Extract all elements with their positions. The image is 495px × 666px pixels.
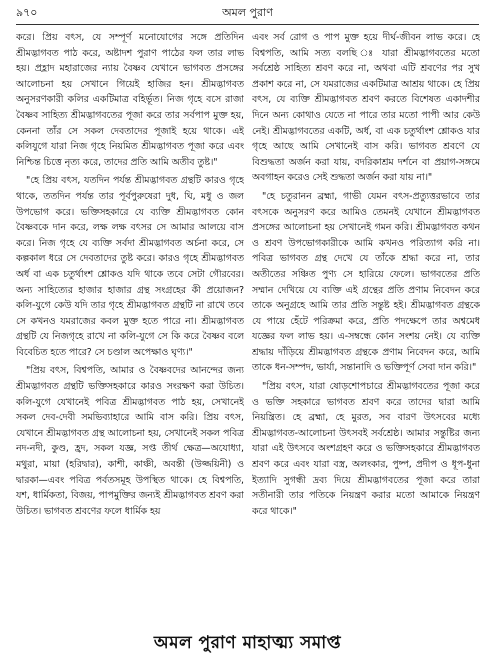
paragraph: "হে প্রিয় বৎস, যতদিন পর্যন্ত শ্রীমদ্ভাগবত গ্রন্থটি কারও গৃহে থাকে, ততদিন পর্যন্ত তার পূর্বপুরুষেরা দুধ, ঘি, মধু ও জল উপভোগ করে। ভক্তিসহকারে যে ব্যক্তি শ্রীমদ্ভাগবত কোন বৈষ্ণবকে দান করে, লক্ষ লক্ষ বৎসর সে আমার আলয়ে বাস করে। নিজ গৃহে যে ব্যক্তি সর্বদা শ্রীমদ্ভাগবত অর্চনা করে, সে কল্পকাল ধরে সে দেবতাদের তুষ্ট করে। কারও গৃহে শ্রীমদ্ভাগবত অর্ধ বা এক চতুর্থাংশ শ্লোকও যদি থাকে তবে সেটা গৌরবের। অন্য সাহিত্যের হাজার হাজার গ্রন্থ সংগ্রহের কী প্রয়োজন? কলি-যুগে কেউ যদি তার গৃহে শ্রীমদ্ভাগবত গ্রন্থটি না রাখে তবে সে কখনও যমরাজের কবল মুক্ত হতে পারে না। শ্রীমদ্ভাগবত গ্রন্থটি যে নিজগৃহে রাখে না কলি-যুগে সে কি করে বৈষ্ণব বলে বিবেচিত হতে পারে? সে চণ্ডাল অপেক্ষাও ঘৃণ্য।": [16, 175, 244, 358]
paragraph: "প্রিয় বৎস, বিশ্বপতি, আমার ও বৈষ্ণবদের আনন্দের জন্য শ্রীমদ্ভাগবত গ্রন্থটি ভক্তিসহকারে কারও সংরক্ষণ করা উচিত। কলি-যুগে যেখানেই পবিত্র শ্রীমদ্ভাগবত পাঠ হয়, সেখানেই সকল দেব-দেবী সমভিব্যাহারে আমি বাস করি। প্রিয় বৎস, যেখানে শ্রীমদ্ভাগবত গ্রন্থ আলোচনা হয়, সেখানেই সকল পবিত্র নদ-নদী, কুণ্ড, হ্রদ, সকল যজ্ঞ, সপ্ত তীর্থ ক্ষেত্র—অযোধ্যা, মথুরা, মায়া (হরিদ্বার), কাশী, কাঞ্চী, অবন্তী (উজ্জয়িনী) ও দ্বারকা—এবং পবিত্র পর্বতসমূহ উপস্থিত থাকে। হে বিশ্বপতি, যশ, ধার্মিকতা, বিজয়, পাপমুক্তির জন্যই শ্রীমদ্ভাগবত শ্রবণ করা উচিত। ভাগবত শ্রবণের ফলে ধার্মিক হয়: [16, 365, 244, 517]
page-header: [0, 0, 495, 22]
paragraph: করে। প্রিয় বৎস, যে সম্পূর্ণ মনোযোগের সঙ্গে প্রতিদিন শ্রীমদ্ভাগবত পাঠ করে, অষ্টাদশ পুরাণ পাঠের ফল তার লাভ হয়। প্রহ্লাদ মহারাজের ন্যায় বৈষ্ণব যেখানে ভাগবত প্রসঙ্গের আলোচনা হয় সেখানে গিয়েই হাজির হন। শ্রীমদ্ভাগবত অনুসরণকারী কলির একটিমাত্র বহির্ভূত। নিজ গৃহে বসে রাজা বৈষ্ণব সাহিত্য শ্রীমদ্ভাগবতের পূজা করে তার সর্বপাপ মুক্ত হয়, কেননা তাঁর সে সকল দেবতাদের পূজাই হয়ে থাকে। এই কলিযুগে যারা নিজ গৃহে নিয়মিত শ্রীমদ্ভাগবত পূজা করে এবং নিশ্চিন্ত চিত্তে নৃত্য করে, তাদের প্রতি আমি অতীব তুষ্ট।": [16, 32, 244, 168]
paragraph: "হে চতুরানন ব্রহ্মা, গাভী যেমন বৎস-প্রত্যুত্তরভাবে তার বৎসকে অনুসরণ করে আমিও তেমনই যেখানে শ্রীমদ্ভাগবত প্রসঙ্গের আলোচনা হয় সেখানেই গমন করি। শ্রীমদ্ভাগবত কথন ও শ্রবণ উপভোগকারীকে আমি কখনও পরিত্যাগ করি না। পবিত্র ভাগবত গ্রন্থ দেখে যে তাঁকে শ্রদ্ধা করে না, তার অতীতের সঞ্চিত পুণ্য সে হারিয়ে ফেলে। ভাগবতের প্রতি সম্মান দেখিয়ে যে ব্যক্তি এই গ্রন্থের প্রতি প্রণাম নিবেদন করে তাকে অনুগ্রহে আমি তার প্রতি সন্তুষ্ট হই। শ্রীমদ্ভাগবত গ্রন্থকে যে পায়ে হেঁটে পরিক্রমা করে, প্রতি পদক্ষেপে তার অশ্বমেধ যজ্ঞের ফল লাভ হয়। এ-সম্বন্ধে কোন সংশয় নেই। যে ব্যক্তি শ্রদ্ধায় দাঁড়িয়ে শ্রীমদ্ভাগবত গ্রন্থকে প্রণাম নিবেদন করে, আমি তাকে ধন-সম্পদ, ভার্যা, সন্তানাদি ও ভক্তিপূর্ণ সেবা দান করি।": [252, 190, 480, 374]
left-column: [16, 30, 244, 618]
paragraph: "প্রিয় বৎস, যারা ষোড়শোপচারে শ্রীমদ্ভাগবতের পূজা করে ও ভক্তি সহকারে ভাগবত শ্রবণ করে তাদের দ্বারা আমি নিয়ন্ত্রিত। হে ব্রহ্মা, হে মুরত, সব বারণ উৎসবের মধ্যে শ্রীমদ্ভাগবত-আলোচনা উৎসবই সর্বশ্রেষ্ঠ। আমার সন্তুষ্টির জন্য যারা এই উৎসবে অংশগ্রহণ করে ও ভক্তিসহকারে শ্রীমদ্ভাগবত শ্রবণ করে এবং যারা বস্ত্র, অলংকার, পুষ্প, প্রদীপ ও ধূপ-ধুনা ইত্যাদি সুগন্ধী দ্রব্য দিয়ে শ্রীমদ্ভাগবতের পূজা করে তারা সতীনারী তার পতিকে নিয়ন্ত্রণ করার মতো আমাকে নিয়ন্ত্রণ করে থাকে।": [252, 381, 480, 517]
running-title: অমল পুরাণ: [222, 6, 273, 19]
closing-title: অমল পুরাণ মাহাত্ম্য সমাপ্ত: [153, 633, 342, 653]
right-column: [252, 30, 480, 618]
header-rule: [16, 24, 479, 25]
page-number: ৯৭০: [16, 6, 38, 19]
paragraph: এবং সর্ব রোগ ও পাপ মুক্ত হয়ে দীর্ঘ-জীবন লাভ করে। হে বিশ্বপতি, আমি সত্য বলছি ঃ যারা শ্রীমদ্ভাগবতের মতো সর্বশ্রেষ্ঠ সাহিত্য শ্রবণ করে না, অথবা এটি শ্রবণের পর সুখ প্রকাশ করে না, সে যমরাজের একটিমাত্র আশ্রয় থাকে। হে প্রিয় বৎস, যে ব্যক্তি শ্রীমদ্ভাগবত শ্রবণ করতে বিশেষত একাদশীর দিনে অন্য কোথাও যেতে না পারে তার মতো পাপী আর কেউ নেই। শ্রীমদ্ভাগবতের একটি, অর্ধ, বা এক চতুর্থাংশ শ্লোকও যার গৃহে আছে আমি সেখানেই বাস করি। ভাগবত শ্রবণে যে বিশুদ্ধতা অর্জন করা যায়, বদরিকাশ্রম দর্শনে বা প্রয়াগ-সঙ্গমে অবগাহন করেও সেই শুদ্ধতা অর্জন করা যায় না।": [252, 32, 480, 184]
